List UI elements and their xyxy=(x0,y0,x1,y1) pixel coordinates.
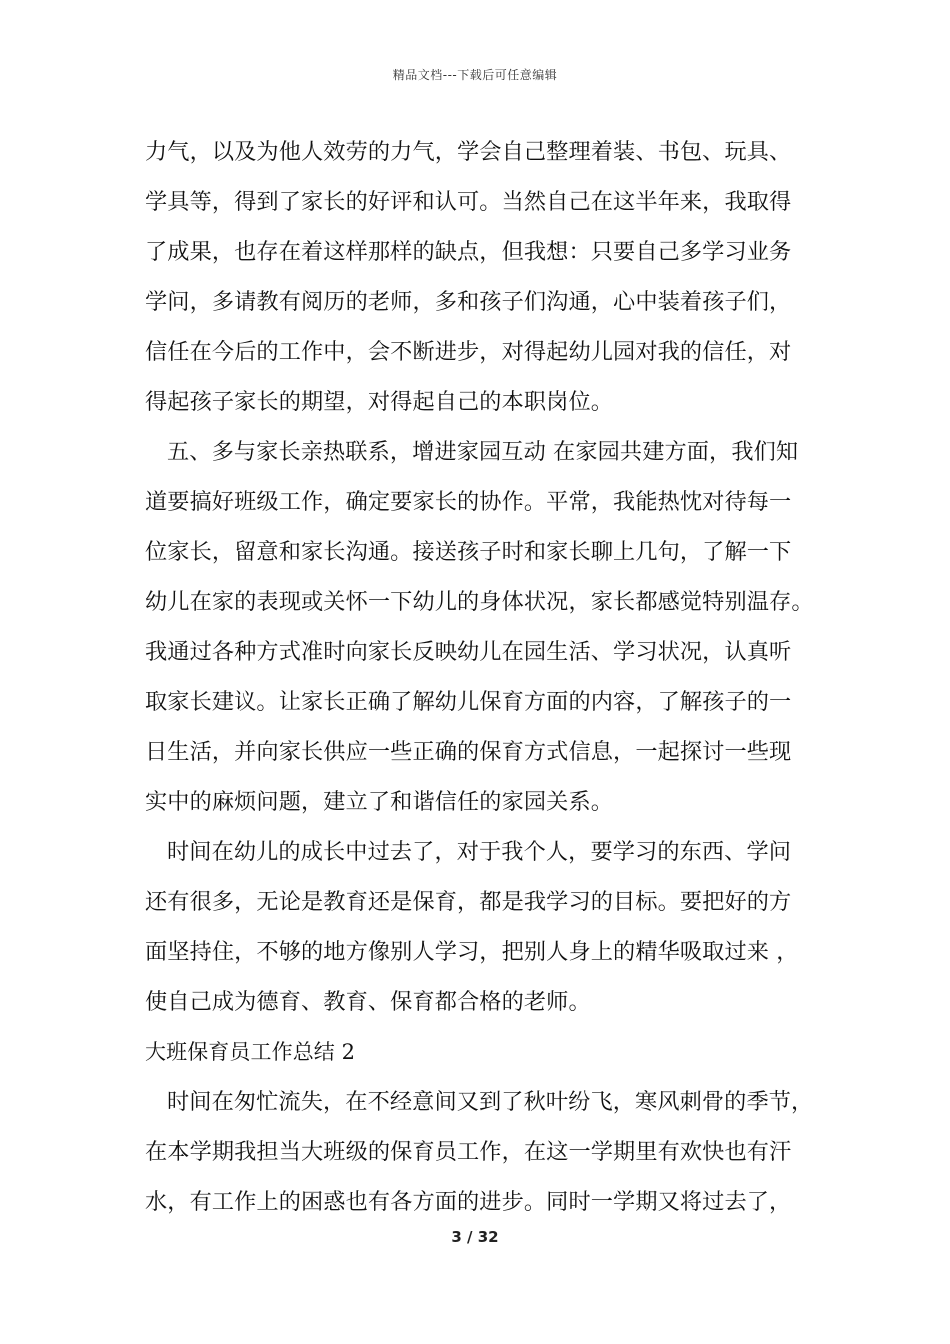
body-text-line: 学具等，得到了家长的好评和认可。当然自己在这半年来，我取得 xyxy=(145,189,792,215)
body-text-line: 我通过各种方式准时向家长反映幼儿在园生活、学习状况，认真听 xyxy=(145,639,792,665)
section-heading: 大班保育员工作总结 2 xyxy=(145,1040,356,1064)
body-text-line: 水，有工作上的困惑也有各方面的进步。同时一学期又将过去了， xyxy=(145,1189,792,1215)
document-header: 精品文档---下载后可任意编辑 xyxy=(392,68,558,82)
body-text-line: 面坚持住，不够的地方像别人学习，把别人身上的精华吸取过来 ， xyxy=(145,939,799,965)
page-number: 3 / 32 xyxy=(451,1228,499,1246)
body-text-line: 力气，以及为他人效劳的力气，学会自己整理着装、书包、玩具、 xyxy=(145,139,792,165)
body-text-line: 时间在匆忙流失，在不经意间又到了秋叶纷飞，寒风刺骨的季节， xyxy=(167,1089,814,1115)
document-body xyxy=(145,127,825,1227)
body-text-line: 了成果，也存在着这样那样的缺点，但我想：只要自己多学习业务 xyxy=(145,239,792,265)
body-text-line: 道要搞好班级工作，确定要家长的协作。平常，我能热忱对待每一 xyxy=(145,489,792,515)
body-text-line: 位家长，留意和家长沟通。接送孩子时和家长聊上几句，了解一下 xyxy=(145,539,792,565)
body-text-line: 使自己成为德育、教育、保育都合格的老师。 xyxy=(145,989,591,1015)
body-text-line: 还有很多，无论是教育还是保育，都是我学习的目标。要把好的方 xyxy=(145,889,792,915)
body-text-line: 时间在幼儿的成长中过去了，对于我个人，要学习的东西、学问 xyxy=(167,839,792,865)
body-text-line: 得起孩子家长的期望，对得起自己的本职岗位。 xyxy=(145,389,614,415)
body-text-line: 信任在今后的工作中，会不断进步，对得起幼儿园对我的信任，对 xyxy=(145,339,792,365)
body-text-line: 五、多与家长亲热联系，增进家园互动 在家园共建方面，我们知 xyxy=(167,439,799,465)
body-text-line: 取家长建议。让家长正确了解幼儿保育方面的内容，了解孩子的一 xyxy=(145,689,792,715)
body-text-line: 实中的麻烦问题，建立了和谐信任的家园关系。 xyxy=(145,789,614,815)
body-text-line: 幼儿在家的表现或关怀一下幼儿的身体状况，家长都感觉特别温存。 xyxy=(145,589,814,615)
body-text-line: 在本学期我担当大班级的保育员工作，在这一学期里有欢快也有汗 xyxy=(145,1139,792,1165)
body-text-line: 学问，多请教有阅历的老师，多和孩子们沟通，心中装着孩子们， xyxy=(145,289,792,315)
body-text-line: 日生活，并向家长供应一些正确的保育方式信息，一起探讨一些现 xyxy=(145,739,792,765)
